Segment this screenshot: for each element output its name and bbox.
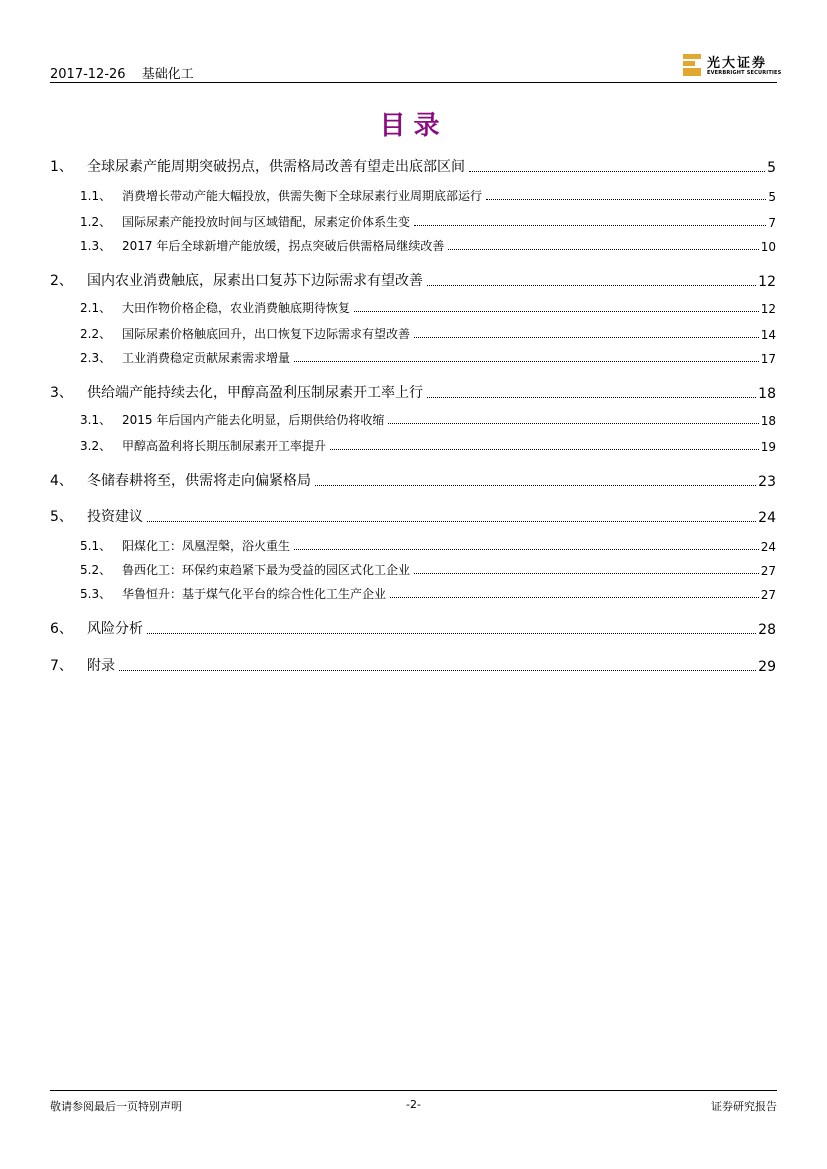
toc-dot-leader — [119, 670, 756, 671]
toc-number: 5.2、 — [80, 563, 112, 577]
toc-title-text: 供给端产能持续去化，甲醇高盈利压制尿素开工率上行 — [87, 385, 423, 401]
toc-section-link[interactable] — [50, 470, 776, 490]
logo-mark-icon — [683, 54, 701, 76]
toc-title-text: 华鲁恒升：基于煤气化平台的综合性化工生产企业 — [122, 587, 387, 601]
toc-title-text: 工业消费稳定贡献尿素需求增量 — [122, 351, 291, 365]
toc-dot-leader — [315, 485, 756, 486]
toc-subsection-link[interactable] — [50, 234, 776, 254]
toc-page-number: 23 — [758, 474, 776, 490]
disclaimer-note: 敬请参阅最后一页特别声明 — [50, 1100, 182, 1113]
logo-cn-text: 光大证券 — [707, 56, 768, 71]
toc-section-link[interactable] — [50, 506, 776, 526]
toc-page-number: 27 — [760, 588, 776, 602]
toc-dot-leader — [294, 361, 759, 362]
toc-section-link[interactable] — [50, 382, 776, 402]
toc-title-text: 阳煤化工：凤凰涅槃，浴火重生 — [122, 539, 291, 553]
toc-page-number: 5 — [768, 190, 776, 204]
toc-number: 2.3、 — [80, 351, 112, 365]
toc-subsection-link[interactable] — [50, 434, 776, 454]
toc-number: 6、 — [50, 621, 73, 637]
toc-title-text: 国际尿素产能投放时间与区域错配，尿素定价体系生变 — [122, 215, 411, 229]
toc-dot-leader — [388, 423, 758, 424]
toc-title-text: 国际尿素价格触底回升，出口恢复下边际需求有望改善 — [122, 327, 411, 341]
toc-title-text: 2015 年后国内产能去化明显，后期供给仍将收缩 — [122, 413, 385, 427]
toc-page-number: 19 — [760, 440, 776, 454]
toc-page-number: 24 — [758, 510, 776, 526]
toc-dot-leader — [330, 449, 759, 450]
toc-section-link[interactable] — [50, 156, 776, 176]
toc-subsection-link[interactable] — [50, 346, 776, 366]
toc-title-text: 2017 年后全球新增产能放缓，拐点突破后供需格局继续改善 — [122, 239, 445, 253]
toc-page-number: 7 — [768, 216, 776, 230]
toc-number: 1、 — [50, 159, 73, 175]
toc-dot-leader — [390, 597, 759, 598]
toc-title-text: 附录 — [87, 658, 115, 674]
toc-page-number: 17 — [760, 352, 776, 366]
toc-number: 5.1、 — [80, 539, 112, 553]
toc-number: 2.2、 — [80, 327, 112, 341]
toc-number: 7、 — [50, 658, 73, 674]
toc-number: 3.2、 — [80, 439, 112, 453]
toc-dot-leader — [486, 199, 766, 200]
toc-number: 4、 — [50, 473, 73, 489]
report-date: 2017-12-26 — [50, 67, 126, 82]
toc-number: 1.1、 — [80, 189, 112, 203]
toc-dot-leader — [294, 549, 759, 550]
toc-page-number: 5 — [767, 160, 776, 176]
toc-title-text: 风险分析 — [87, 621, 143, 637]
toc-subsection-link[interactable] — [50, 210, 776, 230]
toc-title-text: 全球尿素产能周期突破拐点，供需格局改善有望走出底部区间 — [87, 159, 465, 175]
toc-title: 目录 — [379, 111, 448, 141]
toc-section-link[interactable] — [50, 270, 776, 290]
toc-title-text: 鲁西化工：环保约束趋紧下最为受益的园区式化工企业 — [122, 563, 411, 577]
toc-page-number: 10 — [760, 240, 776, 254]
toc-subsection-link[interactable] — [50, 296, 776, 316]
toc-title-text: 甲醇高盈利将长期压制尿素开工率提升 — [122, 439, 327, 453]
toc-dot-leader — [448, 249, 758, 250]
toc-section-link[interactable] — [50, 655, 776, 675]
toc-dot-leader — [147, 633, 756, 634]
header-info — [50, 63, 194, 82]
toc-subsection-link[interactable] — [50, 534, 776, 554]
toc-number: 5、 — [50, 509, 73, 525]
page-number: -2- — [406, 1098, 421, 1111]
toc-number: 1.2、 — [80, 215, 112, 229]
toc-title-text: 消费增长带动产能大幅投放，供需失衡下全球尿素行业周期底部运行 — [122, 189, 483, 203]
report-type: 证券研究报告 — [711, 1100, 777, 1113]
page-header — [50, 52, 782, 83]
toc-page-number: 12 — [758, 274, 776, 290]
page-footer — [50, 1090, 777, 1121]
toc-number: 2、 — [50, 273, 73, 289]
toc-dot-leader — [414, 225, 766, 226]
toc-dot-leader — [354, 311, 759, 312]
toc-page-number: 18 — [758, 386, 776, 402]
toc-number: 1.3、 — [80, 239, 112, 253]
toc-title-text: 大田作物价格企稳，农业消费触底期待恢复 — [122, 301, 351, 315]
toc-subsection-link[interactable] — [50, 408, 776, 428]
toc-page-number: 27 — [760, 564, 776, 578]
everbright-logo — [683, 52, 782, 78]
toc-number: 2.1、 — [80, 301, 112, 315]
toc-number: 3、 — [50, 385, 73, 401]
toc-title-text: 冬储春耕将至，供需将走向偏紧格局 — [87, 473, 311, 489]
toc-number: 5.3、 — [80, 587, 112, 601]
toc-dot-leader — [414, 337, 759, 338]
toc-page-number: 14 — [760, 328, 776, 342]
industry-label: 基础化工 — [141, 67, 194, 82]
toc-section-link[interactable] — [50, 618, 776, 638]
toc-page-number: 28 — [758, 622, 776, 638]
toc-dot-leader — [147, 521, 756, 522]
toc-dot-leader — [427, 397, 756, 398]
toc-page-number: 12 — [760, 302, 776, 316]
toc-subsection-link[interactable] — [50, 558, 776, 578]
toc-title-text: 国内农业消费触底，尿素出口复苏下边际需求有望改善 — [87, 273, 423, 289]
toc-subsection-link[interactable] — [50, 184, 776, 204]
toc-subsection-link[interactable] — [50, 582, 776, 602]
toc-subsection-link[interactable] — [50, 322, 776, 342]
toc-title-text: 投资建议 — [87, 509, 143, 525]
toc-dot-leader — [469, 171, 765, 172]
toc-page-number: 29 — [758, 659, 776, 675]
toc-dot-leader — [414, 573, 759, 574]
logo-en-text: EVERBRIGHT SECURITIES — [707, 70, 782, 76]
toc-page-number: 24 — [760, 540, 776, 554]
toc-page-number: 18 — [760, 414, 776, 428]
toc-number: 3.1、 — [80, 413, 112, 427]
toc-dot-leader — [427, 285, 756, 286]
